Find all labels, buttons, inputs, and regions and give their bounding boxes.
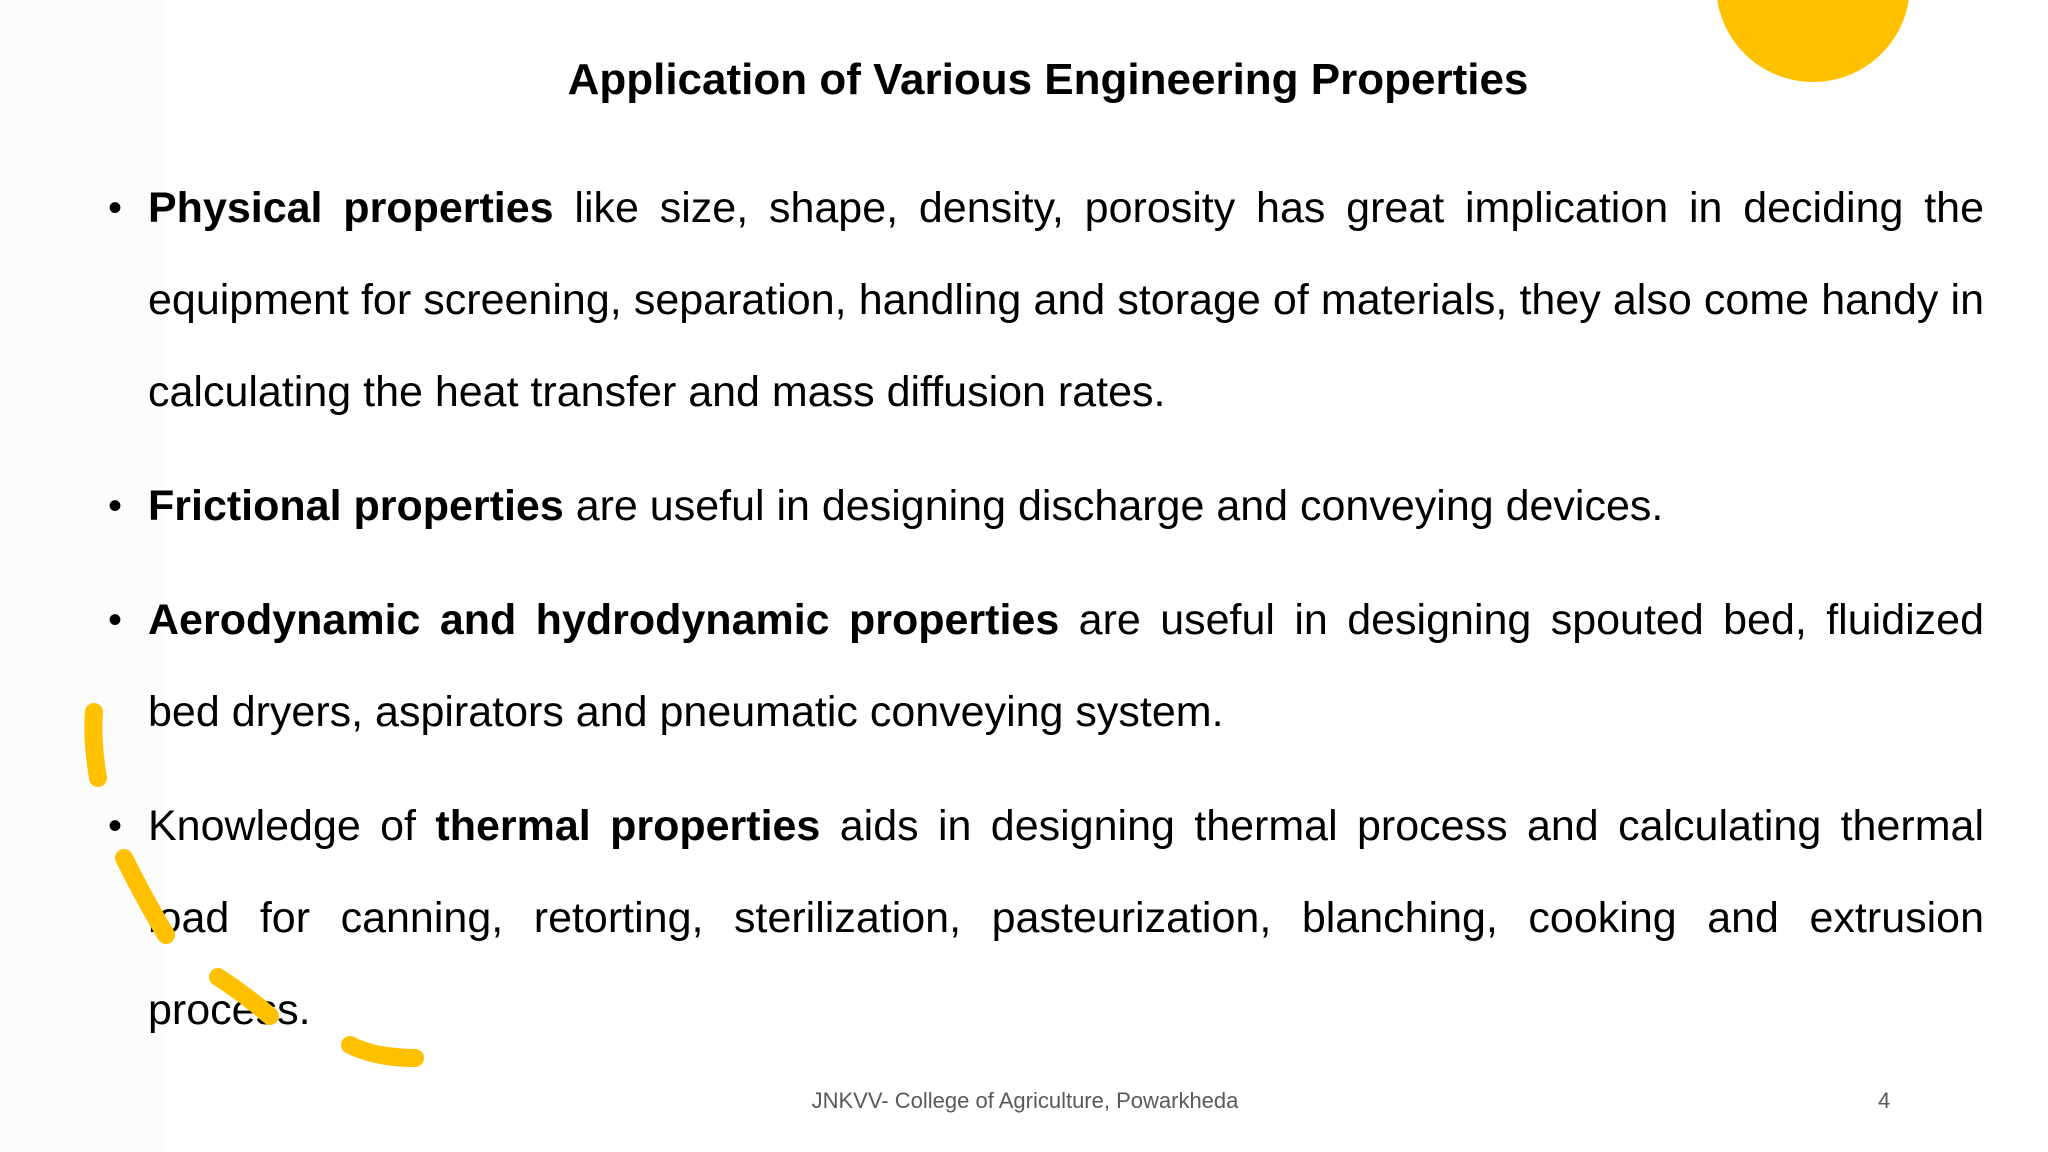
bullet-dot-icon: • (108, 804, 123, 848)
bullet-list (108, 162, 1985, 1078)
slide-title: Application of Various Engineering Properties (567, 55, 1529, 104)
bullet-dot-icon: • (108, 186, 123, 230)
left-margin-band (0, 0, 165, 1152)
bullet-bold-term: Physical properties (148, 184, 554, 232)
bullet-bold-term: Aerodynamic and hydrodynamic properties (148, 596, 1060, 644)
bullet-text: are useful in designing discharge and conveying devices. (563, 482, 1664, 530)
bullet-lead: Knowledge of (148, 802, 436, 850)
bullet-text: are useful in designing spouted bed, fluidized bed dryers, aspirators and pneumatic conveying system. (148, 596, 1985, 736)
bullet-bold-term: thermal properties (435, 802, 821, 850)
bullet-dot-icon: • (108, 598, 123, 642)
bullet-physical-properties (108, 162, 1984, 438)
bullet-text: like size, shape, density, porosity has great implication in deciding the equipment for screening, separation, handling and storage of materials, they also come handy in calculating the heat transfer and mass diffusion rates. (148, 184, 1984, 416)
bullet-thermal-properties (108, 780, 1984, 1056)
bullet-aerodynamic-properties (108, 574, 1985, 758)
bullet-bold-term: Frictional properties (148, 482, 564, 530)
slide-footer: JNKVV- College of Agriculture, Powarkheda (811, 1088, 1239, 1113)
bullet-text: aids in designing thermal process and calculating thermal load for canning, retorting, sterilization, pasteurization, blanching, cooking and extrusion process. (148, 802, 1984, 1034)
bullet-frictional-properties (108, 460, 1984, 552)
bullet-dot-icon: • (108, 484, 123, 528)
page-number: 4 (1878, 1088, 1891, 1113)
